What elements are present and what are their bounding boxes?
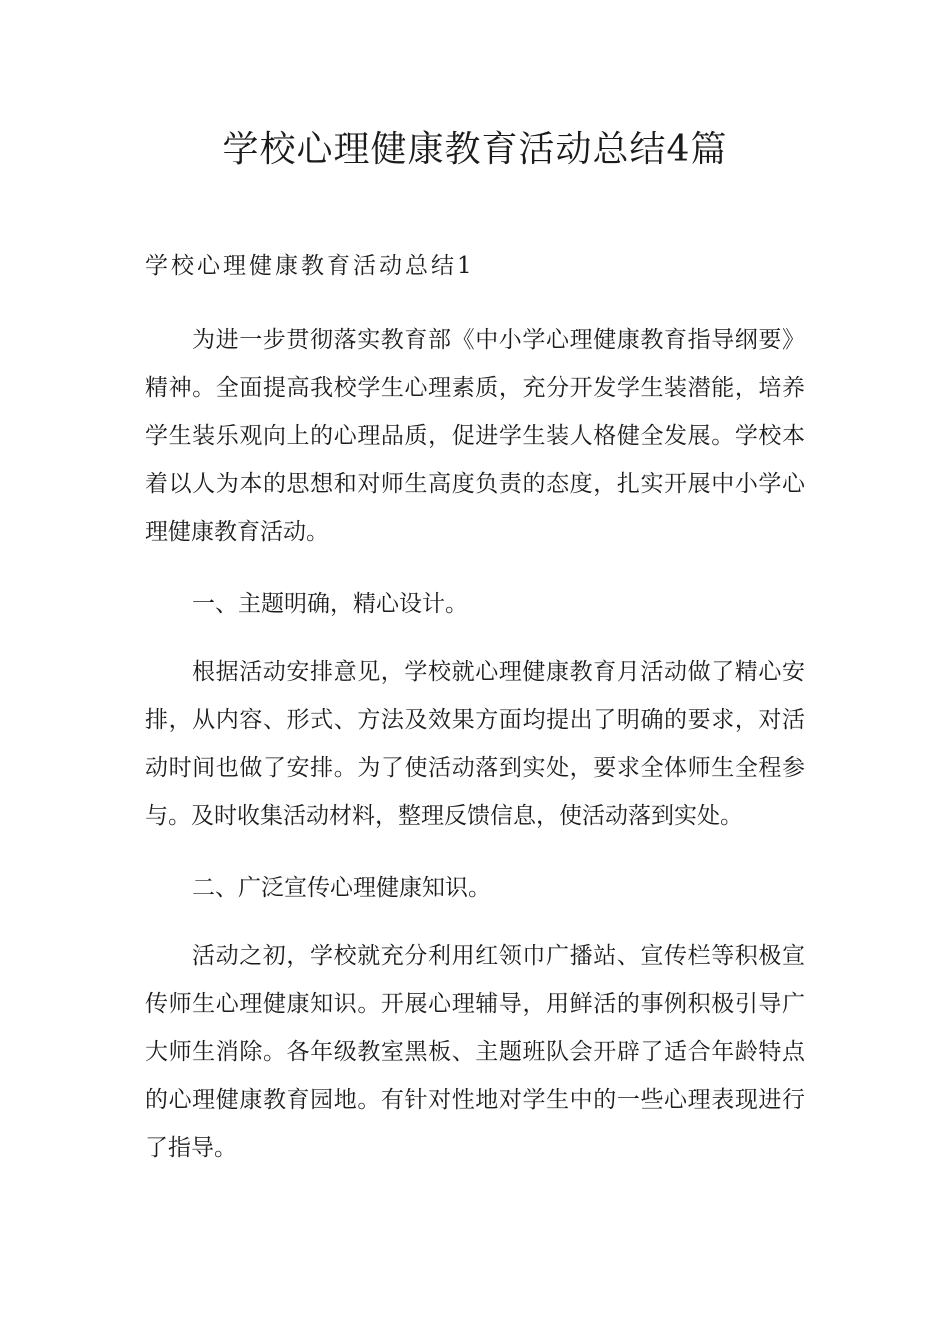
section-heading: 学校心理健康教育活动总结1 — [145, 253, 475, 279]
paragraph-line: 大师生消除。各年级教室黑板、主题班队会开辟了适合年龄特点 — [145, 1039, 805, 1065]
paragraph-line: 理健康教育活动。 — [145, 519, 329, 545]
paragraph-line: 与。及时收集活动材料，整理反馈信息，使活动落到实处。 — [145, 803, 743, 829]
paragraph-line: 根据活动安排意见，学校就心理健康教育月活动做了精心安 — [192, 659, 805, 685]
paragraph-line: 的心理健康教育园地。有针对性地对学生中的一些心理表现进行 — [145, 1087, 805, 1113]
paragraph-line: 学生装乐观向上的心理品质，促进学生装人格健全发展。学校本 — [145, 423, 805, 449]
paragraph-publicity — [145, 932, 805, 1172]
paragraph-line: 了指导。 — [145, 1135, 237, 1161]
document-title: 学校心理健康教育活动总结4篇 — [222, 129, 728, 170]
subheading-text: 一、主题明确，精心设计。 — [192, 591, 468, 617]
paragraph-arrangement — [145, 648, 805, 840]
paragraph-line: 传师生心理健康知识。开展心理辅导，用鲜活的事例积极引导广 — [145, 991, 805, 1017]
subheading-theme — [145, 580, 805, 628]
paragraph-line: 精神。全面提高我校学生心理素质，充分开发学生装潜能，培养 — [145, 375, 805, 401]
paragraph-line: 着以人为本的思想和对师生高度负责的态度，扎实开展中小学心 — [145, 471, 805, 497]
paragraph-intro — [145, 316, 805, 556]
subheading-publicity — [145, 864, 805, 912]
subheading-text: 二、广泛宣传心理健康知识。 — [192, 875, 491, 901]
paragraph-line: 动时间也做了安排。为了使活动落到实处，要求全体师生全程参 — [145, 755, 805, 781]
paragraph-line: 排，从内容、形式、方法及效果方面均提出了明确的要求，对活 — [145, 707, 805, 733]
paragraph-line: 为进一步贯彻落实教育部《中小学心理健康教育指导纲要》 — [192, 327, 805, 353]
paragraph-line: 活动之初，学校就充分利用红领巾广播站、宣传栏等积极宣 — [192, 943, 805, 969]
